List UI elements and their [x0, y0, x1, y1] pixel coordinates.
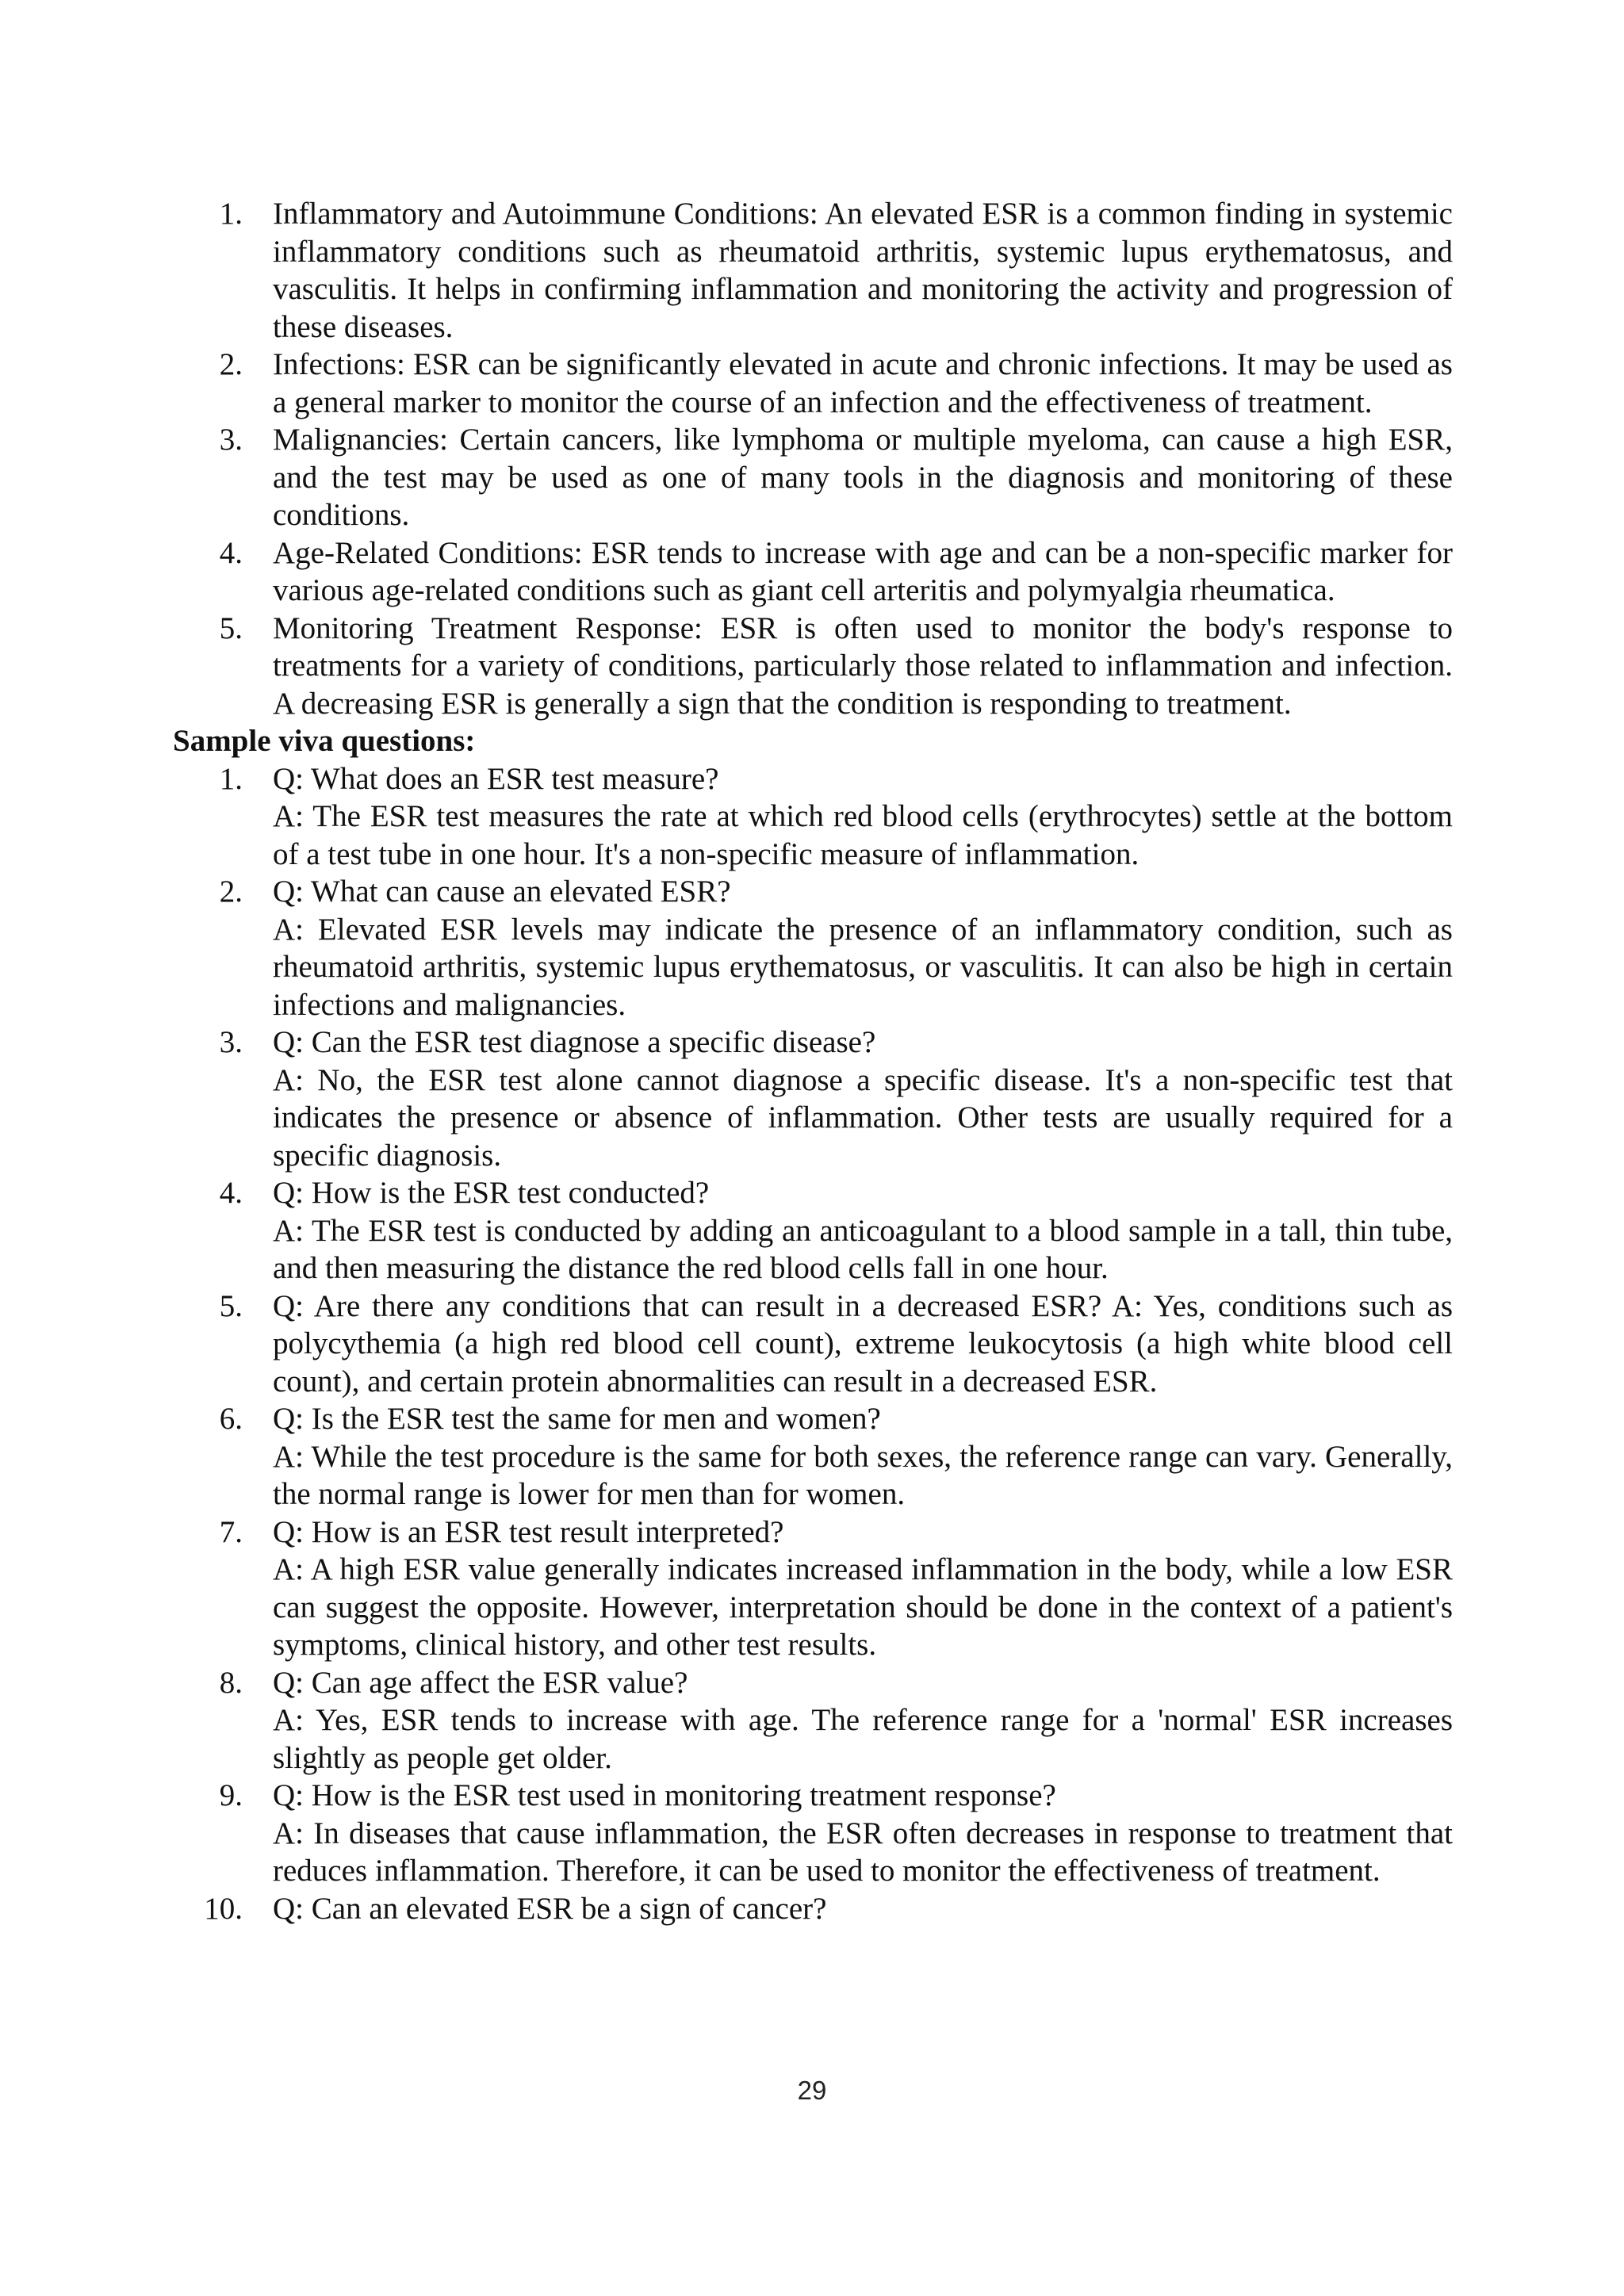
list-number: 3.	[219, 423, 243, 457]
answer-text: A: Elevated ESR levels may indicate the presence of an inflammatory condition, such as rheumatoid arthritis, systemic lupus erythematosus, or vasculitis. It can also be high in certain infections and malignancies.	[273, 912, 1453, 1022]
page-content	[173, 195, 1453, 1927]
qa-item	[173, 1513, 1453, 1664]
question-text: Q: Can the ESR test diagnose a specific disease?	[273, 1025, 876, 1059]
question-text: Q: What can cause an elevated ESR?	[273, 874, 731, 909]
page-number: 29	[797, 2076, 827, 2105]
list-item	[173, 610, 1453, 723]
answer-text: A: The ESR test is conducted by adding an anticoagulant to a blood sample in a tall, thin tube, and then measuring the distance the red blood cells fall in one hour.	[273, 1213, 1453, 1285]
list-item	[173, 421, 1453, 534]
question-text: Q: Can an elevated ESR be a sign of cancer?	[273, 1891, 827, 1926]
qa-item	[173, 1400, 1453, 1513]
answer-text: A: The ESR test measures the rate at which red blood cells (erythrocytes) settle at the bottom of a test tube in one hour. It's a non-specific measure of inflammation.	[273, 799, 1453, 871]
list-item-text: Infections: ESR can be significantly elevated in acute and chronic infections. It may be used as a general marker to monitor the course of an infection and the effectiveness of treatment.	[273, 347, 1453, 419]
qa-item	[173, 1024, 1453, 1174]
list-number: 8.	[219, 1665, 243, 1700]
list-number: 6.	[219, 1402, 243, 1436]
question-text: Q: Is the ESR test the same for men and women?	[273, 1402, 881, 1436]
esr-uses-list	[173, 195, 1453, 722]
list-number: 4.	[219, 1176, 243, 1210]
viva-questions-list	[173, 760, 1453, 1928]
list-number: 2.	[219, 347, 243, 381]
list-number: 10.	[204, 1891, 243, 1926]
answer-text: A: A high ESR value generally indicates increased inflammation in the body, while a low ESR can suggest the opposite. However, interpretation should be done in the context of a patient's symptoms, clinical history, and other test results.	[273, 1552, 1453, 1662]
list-number: 5.	[219, 610, 243, 645]
question-text: Q: Can age affect the ESR value?	[273, 1665, 688, 1700]
list-number: 2.	[219, 874, 243, 909]
qa-item	[173, 873, 1453, 1024]
question-text: Q: What does an ESR test measure?	[273, 761, 719, 796]
list-number: 4.	[219, 535, 243, 570]
answer-text: A: While the test procedure is the same for both sexes, the reference range can vary. Generally, the normal range is lower for men than for women.	[273, 1439, 1453, 1511]
qa-item	[173, 1777, 1453, 1890]
question-text: Q: How is the ESR test used in monitoring treatment response?	[273, 1778, 1056, 1812]
list-number: 1.	[219, 197, 243, 231]
question-text: Q: How is an ESR test result interpreted?	[273, 1514, 784, 1549]
list-item	[173, 534, 1453, 610]
list-item	[173, 195, 1453, 346]
answer-text: A: In diseases that cause inflammation, the ESR often decreases in response to treatment that reduces inflammation. Therefore, it can be used to monitor the effectiveness of treatment.	[273, 1816, 1453, 1888]
qa-item	[173, 760, 1453, 874]
answer-text: A: Yes, ESR tends to increase with age. The reference range for a 'normal' ESR increases slightly as people get older.	[273, 1703, 1453, 1775]
list-number: 1.	[219, 761, 243, 796]
list-number: 7.	[219, 1514, 243, 1549]
question-text: Q: How is the ESR test conducted?	[273, 1176, 710, 1210]
list-number: 3.	[219, 1025, 243, 1059]
qa-item	[173, 1174, 1453, 1288]
list-item-text: Inflammatory and Autoimmune Conditions: An elevated ESR is a common finding in systemic inflammatory conditions such as rheumatoid arthritis, systemic lupus erythematosus, and vasculitis. It helps in confirming inflammation and monitoring the activity and progression of these diseases.	[273, 197, 1453, 344]
list-item	[173, 346, 1453, 421]
viva-heading: Sample viva questions:	[173, 724, 476, 758]
qa-item	[173, 1664, 1453, 1777]
qa-item	[173, 1288, 1453, 1401]
list-number: 9.	[219, 1778, 243, 1812]
list-item-text: Monitoring Treatment Response: ESR is often used to monitor the body's response to treatments for a variety of conditions, particularly those related to inflammation and infection. A decreasing ESR is generally a sign that the condition is responding to treatment.	[273, 610, 1453, 721]
question-text: Q: Are there any conditions that can result in a decreased ESR? A: Yes, conditions such as polycythemia (a high red blood cell count), extreme leukocytosis (a high white blood cell count), and certain protein abnormalities can result in a decreased ESR.	[273, 1288, 1453, 1399]
answer-text: A: No, the ESR test alone cannot diagnose a specific disease. It's a non-specific test that indicates the presence or absence of inflammation. Other tests are usually required for a specific diagnosis.	[273, 1062, 1453, 1173]
list-number: 5.	[219, 1288, 243, 1323]
qa-item	[173, 1890, 1453, 1928]
list-item-text: Malignancies: Certain cancers, like lymphoma or multiple myeloma, can cause a high ESR, and the test may be used as one of many tools in the diagnosis and monitoring of these conditions.	[273, 423, 1453, 532]
list-item-text: Age-Related Conditions: ESR tends to increase with age and can be a non-specific marker for various age-related conditions such as giant cell arteritis and polymyalgia rheumatica.	[273, 535, 1453, 607]
